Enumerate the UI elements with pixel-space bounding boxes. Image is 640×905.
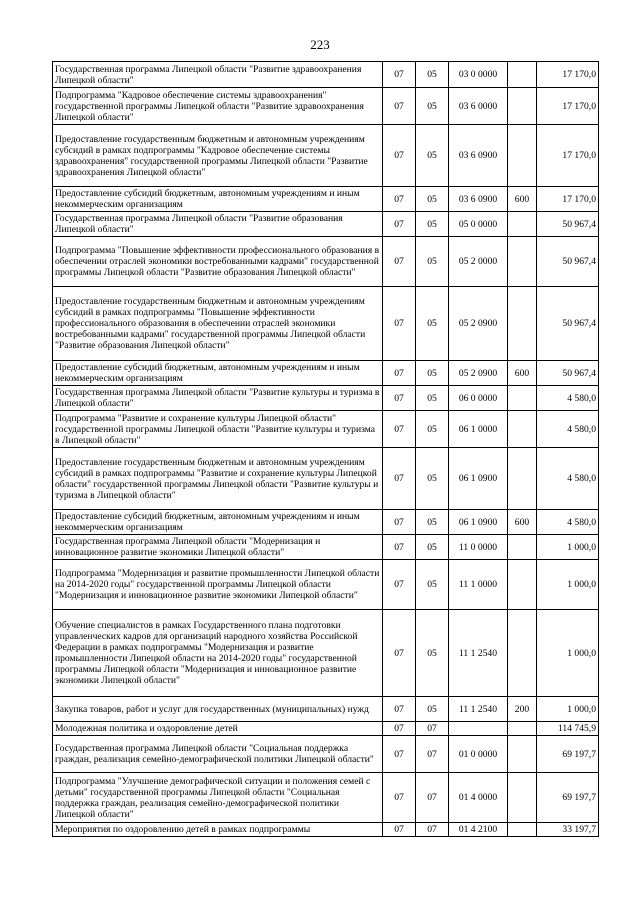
row-pr: 05	[416, 386, 449, 411]
row-amount: 4 580,0	[537, 510, 599, 535]
row-pr: 07	[416, 773, 449, 823]
row-name: Предоставление субсидий бюджетным, автономным учреждениям и иным некоммерческим организациям	[53, 510, 383, 535]
row-cs: 06 1 0900	[449, 510, 508, 535]
row-vr	[508, 823, 537, 837]
row-amount: 4 580,0	[537, 448, 599, 510]
page-number: 223	[310, 37, 330, 52]
row-pr: 05	[416, 212, 449, 237]
table-row	[53, 610, 599, 697]
row-vr	[508, 411, 537, 448]
row-pr: 05	[416, 448, 449, 510]
row-pr: 07	[416, 736, 449, 773]
row-name: Государственная программа Липецкой области "Модернизация и инновационное развитие экономики Липецкой области"	[53, 535, 383, 560]
table-row	[53, 88, 599, 125]
row-rz: 07	[383, 510, 416, 535]
table-row	[53, 697, 599, 722]
row-rz: 07	[383, 823, 416, 837]
row-pr: 05	[416, 237, 449, 287]
row-name: Молодежная политика и оздоровление детей	[53, 722, 383, 736]
row-rz: 07	[383, 610, 416, 697]
row-vr	[508, 773, 537, 823]
row-pr: 07	[416, 823, 449, 837]
row-rz: 07	[383, 736, 416, 773]
row-vr: 600	[508, 187, 537, 212]
table-row	[53, 823, 599, 837]
table-row	[53, 535, 599, 560]
row-rz: 07	[383, 287, 416, 361]
table-row	[53, 287, 599, 361]
row-amount: 17 170,0	[537, 62, 599, 88]
table-row	[53, 62, 599, 88]
row-name: Предоставление государственным бюджетным и автономным учреждениям субсидий в рамках подпрограммы "Кадровое обеспечение системы здравоохранения" государственной программы Липецкой области "Развитие здравоохранения Липецкой области"	[53, 125, 383, 187]
row-name: Предоставление субсидий бюджетным, автономным учреждениям и иным некоммерческим организациям	[53, 361, 383, 386]
row-name: Государственная программа Липецкой области "Развитие образования Липецкой области"	[53, 212, 383, 237]
row-name: Подпрограмма "Кадровое обеспечение системы здравоохранения" государственной программы Липецкой области "Развитие здравоохранения Липецкой области"	[53, 88, 383, 125]
row-amount: 17 170,0	[537, 187, 599, 212]
table-row	[53, 125, 599, 187]
table-row	[53, 212, 599, 237]
row-amount: 4 580,0	[537, 386, 599, 411]
row-rz: 07	[383, 773, 416, 823]
row-vr	[508, 610, 537, 697]
row-vr	[508, 448, 537, 510]
row-name: Подпрограмма "Развитие и сохранение культуры Липецкой области" государственной программы Липецкой области "Развитие культуры и туризма в Липецкой области"	[53, 411, 383, 448]
row-cs: 06 1 0900	[449, 448, 508, 510]
row-pr: 05	[416, 287, 449, 361]
row-pr: 05	[416, 62, 449, 88]
row-pr: 05	[416, 411, 449, 448]
row-amount: 50 967,4	[537, 287, 599, 361]
row-rz: 07	[383, 697, 416, 722]
row-rz: 07	[383, 535, 416, 560]
row-name: Подпрограмма "Модернизация и развитие промышленности Липецкой области на 2014-2020 годы" государственной программы Липецкой области "Модернизация и инновационное развитие экономики Липецкой области"	[53, 560, 383, 610]
row-pr: 05	[416, 187, 449, 212]
row-cs: 06 1 0000	[449, 411, 508, 448]
row-cs: 03 6 0900	[449, 125, 508, 187]
row-amount: 17 170,0	[537, 88, 599, 125]
row-name: Подпрограмма "Улучшение демографической ситуации и положения семей с детьми" государственной программы Липецкой области "Социальная поддержка граждан, реализация семейно-демографической политики Липецкой области"	[53, 773, 383, 823]
row-amount: 114 745,9	[537, 722, 599, 736]
row-amount: 69 197,7	[537, 773, 599, 823]
row-cs: 11 1 0000	[449, 560, 508, 610]
row-vr: 200	[508, 697, 537, 722]
row-name: Предоставление субсидий бюджетным, автономным учреждениям и иным некоммерческим организациям	[53, 187, 383, 212]
row-cs: 06 0 0000	[449, 386, 508, 411]
row-amount: 50 967,4	[537, 212, 599, 237]
row-cs: 11 1 2540	[449, 697, 508, 722]
row-name: Закупка товаров, работ и услуг для государственных (муниципальных) нужд	[53, 697, 383, 722]
row-vr	[508, 125, 537, 187]
row-rz: 07	[383, 88, 416, 125]
table-row	[53, 361, 599, 386]
row-vr	[508, 386, 537, 411]
row-name: Государственная программа Липецкой области "Развитие культуры и туризма в Липецкой области"	[53, 386, 383, 411]
table-row	[53, 773, 599, 823]
row-vr	[508, 62, 537, 88]
row-rz: 07	[383, 125, 416, 187]
row-cs: 05 2 0900	[449, 287, 508, 361]
table-row	[53, 448, 599, 510]
row-vr	[508, 212, 537, 237]
budget-table	[52, 61, 599, 837]
row-pr: 05	[416, 535, 449, 560]
row-name: Государственная программа Липецкой области "Социальная поддержка граждан, реализация семейно-демографической политики Липецкой области"	[53, 736, 383, 773]
row-cs: 03 6 0900	[449, 187, 508, 212]
row-rz: 07	[383, 237, 416, 287]
table-row	[53, 736, 599, 773]
row-pr: 05	[416, 510, 449, 535]
row-vr: 600	[508, 361, 537, 386]
row-rz: 07	[383, 386, 416, 411]
row-amount: 1 000,0	[537, 535, 599, 560]
row-amount: 50 967,4	[537, 237, 599, 287]
row-rz: 07	[383, 722, 416, 736]
row-pr: 05	[416, 610, 449, 697]
row-pr: 05	[416, 88, 449, 125]
row-rz: 07	[383, 62, 416, 88]
row-name: Государственная программа Липецкой области "Развитие здравоохранения Липецкой области"	[53, 62, 383, 88]
row-pr: 07	[416, 722, 449, 736]
row-rz: 07	[383, 361, 416, 386]
row-pr: 05	[416, 361, 449, 386]
row-cs: 03 0 0000	[449, 62, 508, 88]
row-amount: 1 000,0	[537, 697, 599, 722]
row-cs: 11 0 0000	[449, 535, 508, 560]
row-pr: 05	[416, 697, 449, 722]
row-vr	[508, 287, 537, 361]
row-name: Мероприятия по оздоровлению детей в рамках подпрограммы	[53, 823, 383, 837]
row-amount: 1 000,0	[537, 560, 599, 610]
row-rz: 07	[383, 411, 416, 448]
row-vr: 600	[508, 510, 537, 535]
row-amount: 4 580,0	[537, 411, 599, 448]
row-amount: 1 000,0	[537, 610, 599, 697]
row-rz: 07	[383, 560, 416, 610]
row-cs: 11 1 2540	[449, 610, 508, 697]
row-name: Обучение специалистов в рамках Государственного плана подготовки управленческих кадров для организаций народного хозяйства Российской Федерации в рамках подпрограммы "Модернизация и развитие промышленности Липецкой области на 2014-2020 годы" государственной программы Липецкой области "Модернизация и инновационное развитие экономики Липецкой области"	[53, 610, 383, 697]
row-rz: 07	[383, 187, 416, 212]
row-rz: 07	[383, 212, 416, 237]
row-name: Подпрограмма "Повышение эффективности профессионального образования в обеспечении отраслей экономики востребованными кадрами" государственной программы Липецкой области "Развитие образования Липецкой области"	[53, 237, 383, 287]
row-cs: 05 2 0000	[449, 237, 508, 287]
row-cs: 01 0 0000	[449, 736, 508, 773]
row-vr	[508, 736, 537, 773]
row-vr	[508, 535, 537, 560]
table-row	[53, 722, 599, 736]
row-cs: 01 4 0000	[449, 773, 508, 823]
row-name: Предоставление государственным бюджетным и автономным учреждениям субсидий в рамках подпрограммы "Развитие и сохранение культуры Липецкой области" государственной программы Липецкой области "Развитие культуры и туризма в Липецкой области"	[53, 448, 383, 510]
row-name: Предоставление государственным бюджетным и автономным учреждениям субсидий в рамках подпрограммы "Повышение эффективности профессионального образования в обеспечении отраслей экономики востребованными кадрами" государственной программы Липецкой области "Развитие образования Липецкой области"	[53, 287, 383, 361]
table-row	[53, 560, 599, 610]
row-cs: 05 0 0000	[449, 212, 508, 237]
table-row	[53, 386, 599, 411]
row-vr	[508, 722, 537, 736]
row-vr	[508, 560, 537, 610]
row-amount: 17 170,0	[537, 125, 599, 187]
row-amount: 33 197,7	[537, 823, 599, 837]
row-vr	[508, 88, 537, 125]
row-amount: 50 967,4	[537, 361, 599, 386]
table-row	[53, 187, 599, 212]
table-row	[53, 510, 599, 535]
row-cs	[449, 722, 508, 736]
row-vr	[508, 237, 537, 287]
row-cs: 05 2 0900	[449, 361, 508, 386]
row-amount: 69 197,7	[537, 736, 599, 773]
table-row	[53, 237, 599, 287]
row-rz: 07	[383, 448, 416, 510]
row-cs: 03 6 0000	[449, 88, 508, 125]
row-pr: 05	[416, 560, 449, 610]
table-row	[53, 411, 599, 448]
row-pr: 05	[416, 125, 449, 187]
row-cs: 01 4 2100	[449, 823, 508, 837]
